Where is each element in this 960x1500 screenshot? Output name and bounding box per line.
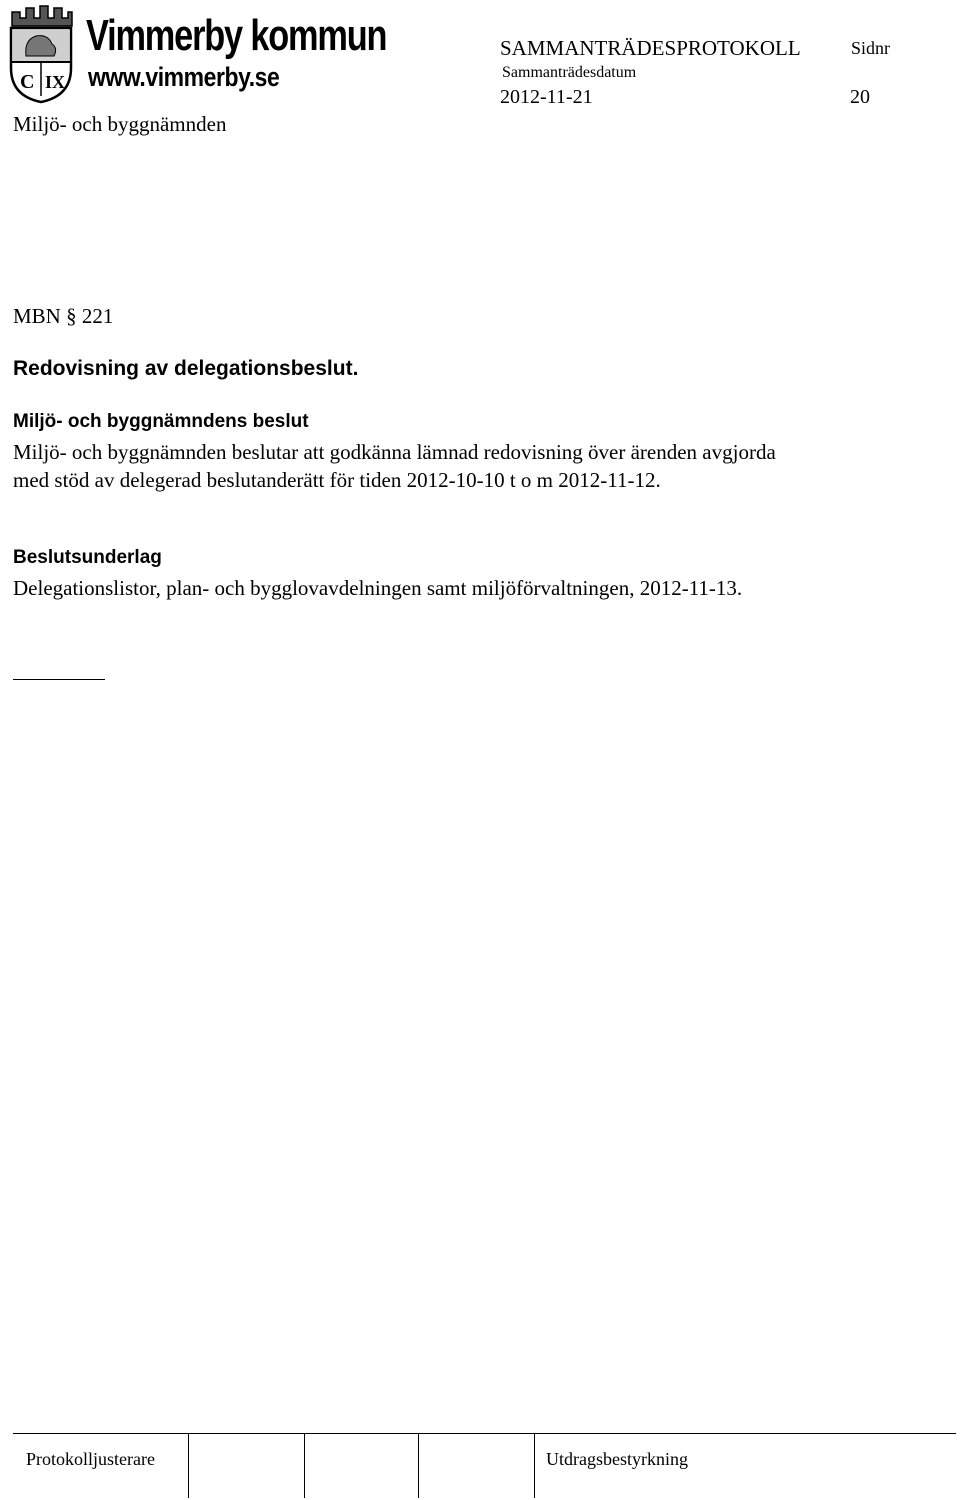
page-number-label: Sidnr [851,38,891,58]
committee-name: Miljö- och byggnämnden [13,112,227,136]
protocol-title: SAMMANTRÄDESPROTOKOLL [500,36,801,60]
basis-text: Delegationslistor, plan- och bygglovavdelningen samt miljöförvaltningen, 2012-11-13. [13,576,743,600]
decision-text: Miljö- och byggnämnden beslutar att godkänna lämnad redovisning över ärenden avgjorda med stöd av delegerad beslutanderätt för tiden 2012-10-10 t o m 2012-11-12. [13,440,776,492]
coat-of-arms-icon [8,4,74,104]
footer-signature-box-divider [418,1434,419,1498]
footer-extract-certification-label: Utdragsbestyrkning [546,1449,688,1469]
footer-signature-box-divider [304,1434,305,1498]
meeting-date-label: Sammanträdesdatum [502,64,637,81]
brand-url: www.vimmerby.se [88,62,280,92]
basis-heading: Beslutsunderlag [13,547,162,568]
footer-divider [13,1433,956,1434]
decision-heading: Miljö- och byggnämndens beslut [13,411,309,432]
brand-name: Vimmerby kommun [86,11,387,60]
section-title: Redovisning av delegationsbeslut. [13,357,359,380]
footer-protocol-adjuster-label: Protokolljusterare [26,1449,155,1469]
footer-signature-box-divider [188,1434,189,1498]
footer-signature-box-divider [534,1434,535,1498]
section-end-divider [13,679,105,680]
section-reference: MBN § 221 [13,304,114,328]
svg-text:IX: IX [45,72,66,92]
coat-of-arms-logo [8,4,74,104]
svg-text:C: C [20,71,35,93]
meeting-date: 2012-11-21 [500,86,593,108]
page-number: 20 [850,86,870,108]
